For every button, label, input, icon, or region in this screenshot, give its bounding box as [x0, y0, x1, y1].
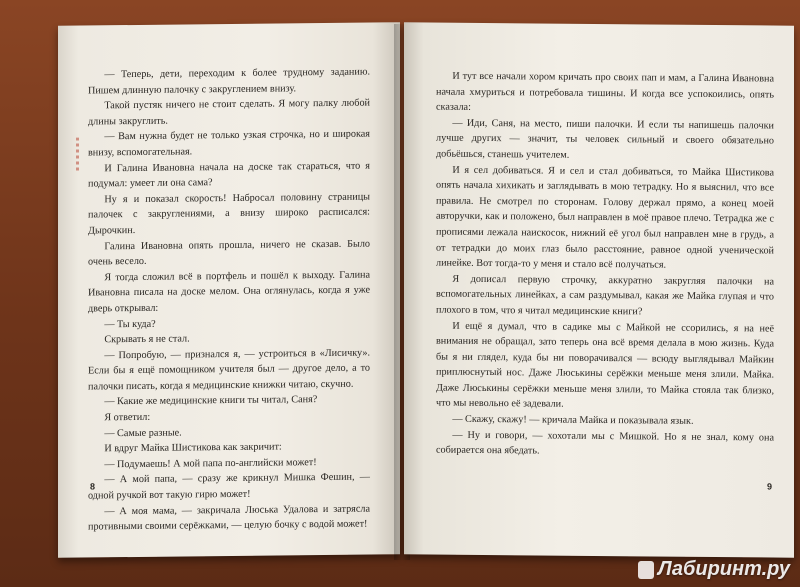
paragraph: — Попробую, — признался я, — устроиться в «Лисичку». Если бы я ещё помощником учителя был — другое дело, а то палочки писать, когда я медицинские книжки читаю, скучно. — [88, 347, 370, 393]
paragraph: — Самые разные. — [104, 427, 182, 439]
paragraph: — Подумаешь! А мой папа по-английски может! — [104, 456, 317, 471]
left-page-text — [88, 65, 370, 536]
paragraph: Ну я и показал скорость! Набросал половину страницы палочек с закруглениями, а внизу широко расписался: Дырочкин. — [88, 191, 370, 237]
paragraph: — Скажу, скажу! — кричала Майка и показывала язык. — [452, 413, 694, 427]
paragraph: — Ну и говори, — хохотали мы с Мишкой. Но я не знал, кому она собирается она ябедать. — [436, 429, 774, 457]
labirint-logo-icon — [638, 561, 654, 579]
paragraph: Такой пустяк ничего не стоит сделать. Я могу палку любой длины закруглить. — [88, 97, 370, 128]
paragraph: И тут все начали хором кричать про своих пап и мам, а Галина Ивановна начала хмуриться и потребовала тишины. И когда все успокоились, опять сказала: — [436, 70, 774, 114]
paragraph: — А мой папа, — сразу же крикнул Мишка Фешин, — одной ручкой вот такую гирю может! — [88, 471, 370, 502]
paragraph: — А моя мама, — закричала Люська Удалова и затрясла противными своими серёжками, — целую бочку с водой может! — [88, 503, 370, 533]
paragraph: Я ответил: — [104, 411, 151, 424]
paragraph: Галина Ивановна опять прошла, ничего не сказав. Было очень весело. — [88, 238, 370, 268]
paragraph: — Иди, Саня, на место, пиши палочки. И если ты напишешь палочки лучше других — значит, ты человек сильный и своего обязательно добьёшься, станешь учителем. — [436, 117, 774, 161]
pencil-mark — [76, 138, 79, 172]
paragraph: И ещё я думал, что в садике мы с Майкой не ссорились, я на неё внимания не обращал, зато теперь она всё время делала в мою жизнь. Куда бы я ни глядел, куда бы ни поворачивался — всюду выглядывал Майкин приплюснутый нос. Даже Люськины серёжки меньше меня злили. Майка. Даже Люськины серёжки меньше меня злили, то Майка стояла так близко, что мы невольно её задевали. — [436, 320, 774, 411]
right-page — [404, 22, 794, 557]
paragraph: И Галина Ивановна начала на доске так стараться, что я подумал: умеет ли она сама? — [88, 160, 370, 190]
watermark — [638, 558, 790, 581]
left-page-number: 8 — [90, 481, 96, 492]
watermark-text: Лабиринт.ру — [657, 558, 790, 580]
paragraph: И я сел добиваться. Я и сел и стал добиваться, то Майка Шистикова опять начала хихикать и заглядывать в мою тетрадку. Но я выяснил, что все правила. Не смотрел по сторонам. Голову держал прямо, а конец моей авторучки, как и положено, был направлен в моё правое плечо. Тетрадка же с прописями лежала наискосок, нижний её угол был направлен мне в грудь, а от тетрадки до моих глаз было расстояние, равное одной ученической линейке. Вот тогда-то у меня и стало всё получаться. — [436, 164, 774, 271]
right-page-text — [436, 69, 774, 462]
paragraph: Я дописал первую строчку, аккуратно закругляя палочки на вспомогательных линейках, а сам раздумывал, какая же Майка глупая и что плохого в том, что я читал медицинские книги? — [436, 273, 774, 318]
paragraph: Я тогда сложил всё в портфель и пошёл к выходу. Галина Ивановна писала на доске мелом. Она оглянулась, когда я уже дверь открывал: — [88, 269, 370, 315]
paragraph: — Ты куда? — [104, 318, 156, 330]
left-page — [58, 22, 400, 558]
paragraph: — Вам нужна будет не только узкая строчка, но и широкая внизу, вспомогательная. — [88, 128, 370, 159]
paragraph: И вдруг Майка Шистикова как закричит: — [104, 441, 282, 455]
paragraph: — Теперь, дети, переходим к более трудному заданию. Пишем длинную палочку с закруглением внизу. — [88, 66, 370, 97]
paragraph: — Какие же медицинские книги ты читал, Саня? — [104, 394, 318, 408]
open-book — [58, 24, 798, 564]
right-page-number: 9 — [766, 481, 772, 492]
paragraph: Скрывать я не стал. — [104, 333, 190, 346]
